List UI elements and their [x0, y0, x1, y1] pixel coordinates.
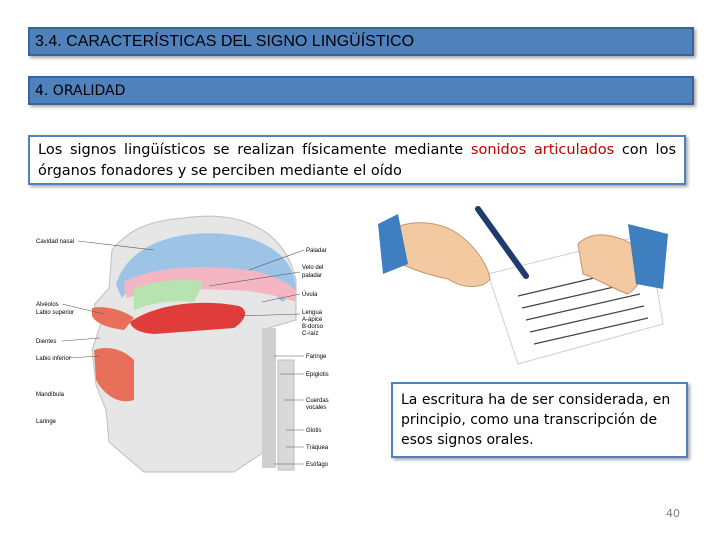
- larynx: [278, 360, 294, 470]
- intro-textbox: [28, 135, 686, 185]
- left-sleeve: [378, 214, 408, 274]
- label-vocales: vocales: [306, 405, 327, 411]
- vocal-organs-diagram: [34, 210, 360, 480]
- label-dientes: Dientes: [36, 339, 57, 345]
- label-a-apice: A-ápice: [302, 317, 323, 323]
- label-c-raiz: C-raíz: [302, 331, 319, 337]
- label-esofago: Esófago: [306, 462, 329, 468]
- label-labio-superior: Labio superior: [36, 310, 75, 316]
- label-glotis: Glotis: [306, 428, 322, 434]
- subsection-title-bar: [28, 76, 694, 105]
- label-alveolos: Alvéolos: [36, 302, 59, 308]
- label-paladar: Paladar: [306, 248, 327, 254]
- label-paladar-2: paladar: [302, 273, 323, 279]
- intro-highlight: sonidos articulados: [470, 142, 615, 158]
- label-cuerdas: Cuerdas: [306, 398, 329, 404]
- label-traquea: Tráquea: [306, 445, 329, 451]
- label-velo-del: Velo del: [302, 265, 324, 271]
- label-cavidad-nasal: Cavidad nasal: [36, 239, 75, 245]
- subsection-title: 4. ORALIDAD: [35, 83, 126, 99]
- label-laringe: Laringe: [36, 419, 57, 425]
- label-faringe: Faringe: [306, 354, 327, 360]
- label-b-dorso: B-dorso: [302, 324, 324, 330]
- section-title: 3.4. CARACTERÍSTICAS DEL SIGNO LINGÜÍSTICO: [35, 33, 415, 50]
- pharynx: [262, 328, 276, 468]
- writing-note-textbox: [391, 382, 688, 458]
- section-title-bar: [28, 27, 694, 56]
- label-labio-inferior: Labio inferior: [36, 356, 71, 362]
- label-uvula: Úvula: [302, 292, 318, 298]
- intro-text-end: con los órganos fonadores y se perciben mediante el oído: [38, 142, 676, 179]
- intro-text-start: Los signos lingüísticos se realizan físicamente mediante: [38, 142, 471, 158]
- label-mandibula: Mandíbula: [36, 392, 65, 398]
- label-lengua: Lengua: [302, 310, 323, 316]
- writing-hands-illustration: [378, 204, 668, 369]
- writing-note-text: La escritura ha de ser considerada, en principio, como una transcripción de esos signos orales.: [401, 392, 671, 448]
- label-epiglotis: Epiglotis: [306, 372, 329, 378]
- page-number: 40: [666, 507, 680, 520]
